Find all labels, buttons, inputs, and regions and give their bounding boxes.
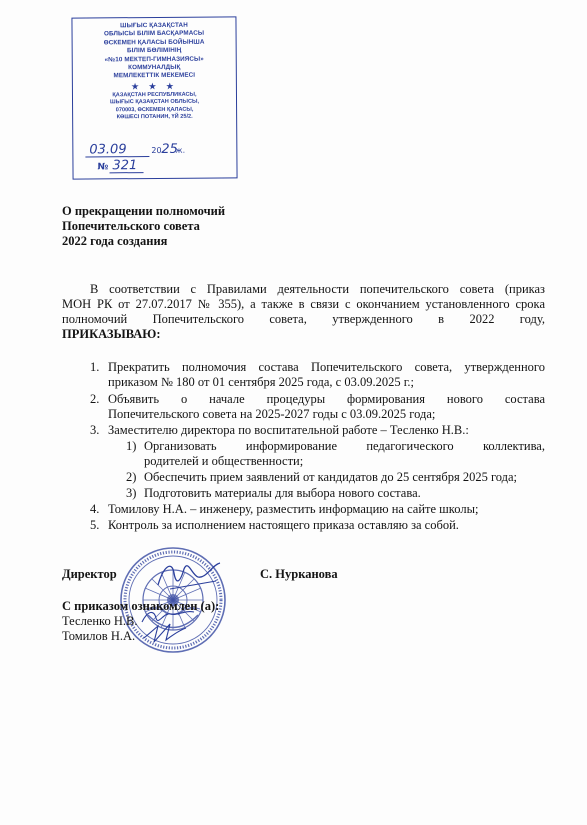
- signatory-name: С. Нуркановa: [260, 567, 338, 581]
- stamp-line: БІЛІМ БӨЛІМІНІҢ: [126, 47, 182, 55]
- item-2-line-2: Попечительского совета на 2025-2027 годы с 03.09.2025 года;: [108, 407, 436, 421]
- item-number: 4.: [90, 502, 100, 516]
- item-4-line-1: Томилову Н.А. – инженеру, разместить информацию на сайте школы;: [108, 502, 479, 516]
- subitem-number: 3): [126, 486, 137, 500]
- item-number: 1.: [90, 360, 100, 374]
- subitem-number: 2): [126, 470, 137, 484]
- tomilov-signature-icon: [140, 620, 190, 646]
- stamp-number: 321: [112, 158, 138, 174]
- stamp-number-label: №: [97, 162, 109, 173]
- stamp-year: 25: [161, 141, 178, 157]
- title-line: Попечительского совета: [62, 219, 200, 234]
- stamp-address: 070003, ӨСКЕМЕН ҚАЛАСЫ,: [115, 106, 194, 113]
- subitem-1-line-2: родителей и общественности;: [144, 454, 304, 468]
- stamp-stars: ★ ★ ★: [131, 81, 178, 92]
- registration-stamp: [71, 16, 237, 179]
- stamp-date: 03.09: [89, 142, 127, 158]
- stamp-year-suffix: ж.: [175, 145, 186, 155]
- acquainted-person: Томилов Н.А.: [62, 629, 136, 643]
- item-1-line-1: Прекратить полномочия состава Попечительского совета, утвержденного: [108, 360, 545, 374]
- stamp-address: КӨШЕСІ ПОТАНИН, ҮЙ 25/2.: [116, 113, 193, 121]
- acquainted-heading: С приказом ознакомлен (а):: [62, 599, 220, 613]
- subitem-2-line-1: Обеспечить прием заявлений от кандидатов до 25 сентября 2025 года;: [144, 470, 518, 484]
- order-word: ПРИКАЗЫВАЮ:: [62, 327, 161, 341]
- subitem-1-line-1: Организовать информирование педагогического коллектива,: [144, 439, 545, 453]
- item-1-line-2: приказом № 180 от 01 сентября 2025 года, с 03.09.2025 г.;: [108, 375, 415, 389]
- preamble-line-1: В соответствии с Правилами деятельности попечительского совета (приказ: [90, 282, 545, 296]
- item-number: 5.: [90, 518, 100, 532]
- item-number: 3.: [90, 423, 100, 437]
- stamp-year-prefix: 20: [151, 145, 162, 156]
- item-2-line-1: Объявить о начале процедуры формирования нового состава: [108, 392, 545, 406]
- preamble-line-2: МОН РК от 27.07.2017 № 355), а также в связи с окончанием установленного срока: [62, 297, 545, 311]
- subitem-number: 1): [126, 439, 137, 453]
- item-5-line-1: Контроль за исполнением настоящего приказа оставляю за собой.: [108, 518, 459, 532]
- item-number: 2.: [90, 392, 100, 406]
- director-signature-icon: [150, 555, 230, 595]
- acquainted-person: Тесленко Н.В.: [62, 614, 138, 628]
- document-title: [62, 204, 225, 250]
- stamp-line: МЕМЛЕКЕТТІК МЕКЕМЕСІ: [113, 72, 196, 80]
- title-line: О прекращении полномочий: [62, 204, 226, 218]
- stamp-date-box: [81, 141, 231, 174]
- stamp-line: ОБЛЫСЫ БІЛІМ БАСҚАРМАСЫ: [103, 30, 205, 38]
- preamble-line-3: полномочий Попечительского совета, утвержденного в 2022 году,: [62, 312, 545, 326]
- stamp-line: ШЫҒЫС ҚАЗАҚСТАН: [120, 21, 188, 30]
- signatory-role: Директор: [62, 567, 117, 581]
- item-3-line-1: Заместителю директора по воспитательной работе – Тесленко Н.В.:: [108, 423, 469, 437]
- stamp-line: «№10 МЕКТЕП-ГИМНАЗИЯСЫ»: [104, 55, 204, 63]
- title-line: 2022 года создания: [62, 234, 168, 249]
- stamp-address: ҚАЗАҚСТАН РЕСПУБЛИКАСЫ,: [112, 91, 197, 99]
- stamp-line: ӨСКЕМЕН ҚАЛАСЫ БОЙЫНША: [103, 38, 205, 47]
- stamp-line: КОММУНАЛДЫҚ: [128, 63, 181, 72]
- subitem-3-line-1: Подготовить материалы для выбора нового состава.: [144, 486, 421, 500]
- stamp-address: ШЫҒЫС ҚАЗАҚСТАН ОБЛЫСЫ,: [109, 98, 200, 106]
